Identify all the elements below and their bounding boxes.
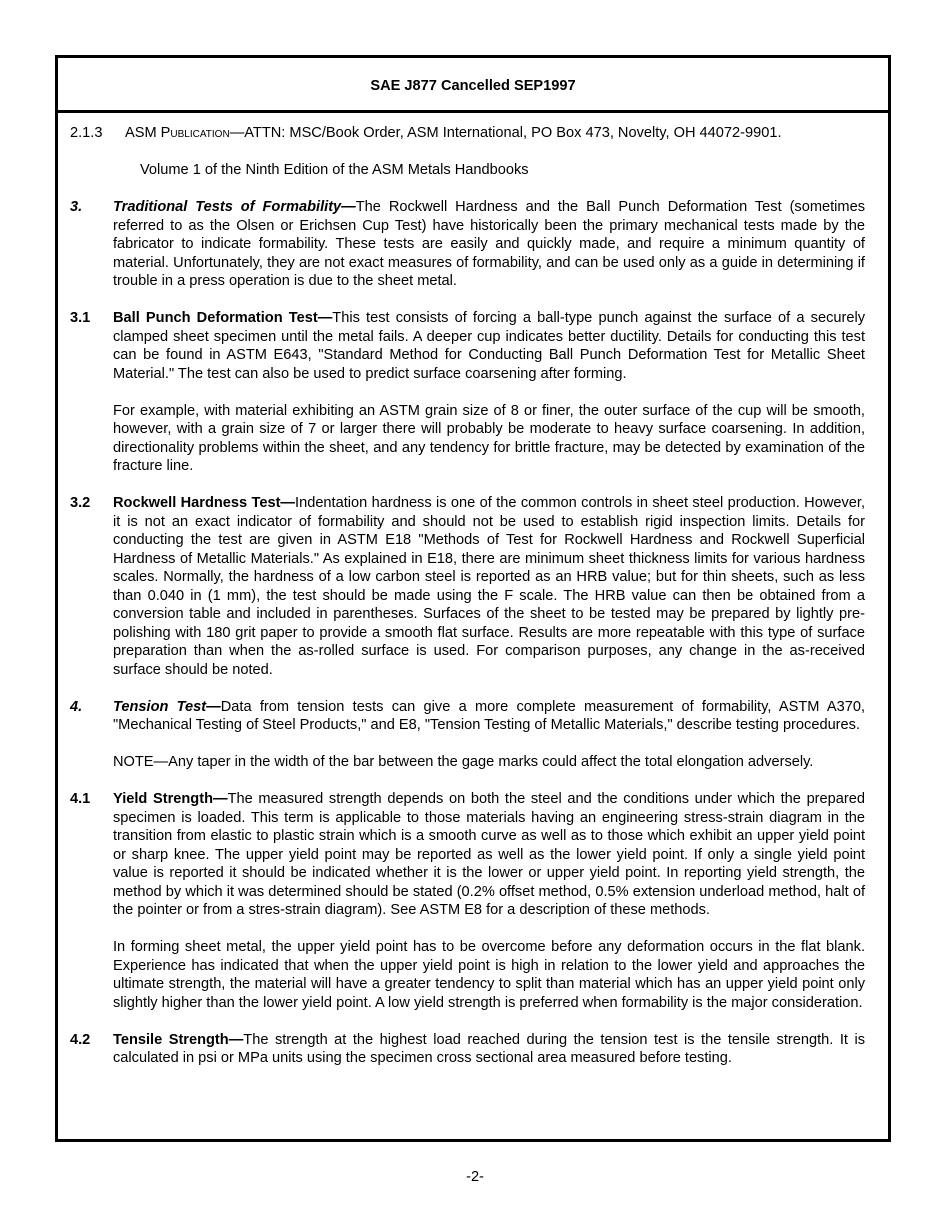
publication-number: 2.1.3 bbox=[70, 125, 103, 141]
section-4-note: NOTE—Any taper in the width of the bar between the gage marks could affect the total elongation adversely. bbox=[113, 754, 814, 770]
section-text: The Rockwell Hardness and the Ball Punch Deformation Test (sometimes referred to as the Olsen or Erichsen Cup Test) have historically been the primary mechanical tests made by the fabricator to indicate formability. These tests are easily and quickly made, and require a minimum quantity of material. Unfortunately, they are not exact measures of formability, and can be used only as a guide in determining if trouble in a press operation is due to the sheet metal. bbox=[113, 199, 865, 289]
publication-volume: Volume 1 of the Ninth Edition of the ASM Metals Handbooks bbox=[140, 162, 529, 178]
section-3-2 bbox=[70, 494, 865, 679]
section-heading: Ball Punch Deformation Test— bbox=[113, 310, 333, 326]
section-3-1 bbox=[70, 309, 865, 383]
section-number: 3.1 bbox=[70, 310, 91, 326]
publication-text: —ATTN: MSC/Book Order, ASM International, PO Box 473, Novelty, OH 44072-9901. bbox=[229, 125, 782, 141]
publication-name: ASM Publication bbox=[125, 125, 230, 141]
section-text: This test consists of forcing a ball-type punch against the surface of a securely clamped sheet specimen until the metal fails. A deeper cup indicates better ductility. Details for conducting this test can be found in ASTM E643, "Standard Method for Conducting Ball Punch Deformation Test for Metallic Sheet Material." The test can also be used to predict surface coarsening after forming. bbox=[113, 310, 865, 382]
section-number: 4. bbox=[70, 698, 83, 715]
section-4-2 bbox=[70, 1031, 865, 1068]
section-number: 4.1 bbox=[70, 791, 91, 807]
section-heading: Tension Test— bbox=[113, 698, 221, 715]
section-number: 3.2 bbox=[70, 495, 91, 511]
document-body bbox=[70, 124, 865, 1086]
section-text: Indentation hardness is one of the common controls in sheet steel production. However, it is not an exact indicator of formability and should not be used to establish rigid inspection limits. Details for conducting the test are given in ASTM E18 "Methods of Test for Rockwell Hardness and Rockwell Superficial Hardness of Metallic Materials." As explained in E18, there are minimum sheet thickness limits for various hardness scales. Normally, the hardness of a low carbon steel is reported as an HRB value; but for thin sheets, such as less than 0.040 in (1 mm), the test should be made using the F scale. The HRB value can then be obtained from a conversion table and included in parentheses. Surfaces of the sheet to be tested may be prepared by lightly pre-polishing with 180 grit paper to provide a smooth flat surface. Results are more repeatable with this type of surface preparation than when the as-rolled surface is used. For comparison purposes, any change in the as-received surface should be noted. bbox=[113, 495, 865, 678]
section-text: Data from tension tests can give a more complete measurement of formability, ASTM A370, "Mechanical Testing of Steel Products," and E8, "Tension Testing of Metallic Materials," describe testing procedures. bbox=[113, 698, 865, 733]
section-number: 3. bbox=[70, 199, 83, 215]
section-4-1-paragraph-2: In forming sheet metal, the upper yield point has to be overcome before any deformation occurs in the flat blank. Experience has indicated that when the upper yield point is high in relation to the lower yield and approaches the ultimate strength, the material will have a greater tendency to split than material which has an upper yield point only slightly higher than the lower yield point. A low yield strength is preferred when formability is the major consideration. bbox=[113, 939, 865, 1011]
section-text: The measured strength depends on both the steel and the conditions under which the prepared specimen is loaded. This term is applicable to those materials having an engineering stress-strain diagram in the transition from elastic to plastic strain which is a smooth curve as well as to those which exhibit an upper yield point or sharp knee. The upper yield point may be reported as well as the lower yield point. If only a single yield point value is reported it should be indicated whether it is the lower or upper yield point. In reporting yield strength, the method by which it was determined should be stated (0.2% offset method, 0.5% extension underload method, halt of the pointer or from a stres-strain diagram). See ASTM E8 for a description of these methods. bbox=[113, 791, 865, 918]
section-heading: Rockwell Hardness Test— bbox=[113, 495, 296, 511]
section-heading: Yield Strength— bbox=[113, 791, 228, 807]
publication-reference bbox=[70, 124, 865, 143]
section-4 bbox=[70, 698, 865, 735]
document-title: SAE J877 Cancelled SEP1997 bbox=[370, 77, 576, 94]
page-frame bbox=[55, 55, 891, 1142]
section-heading: Traditional Tests of Formability— bbox=[113, 199, 356, 215]
section-4-1 bbox=[70, 790, 865, 920]
section-number: 4.2 bbox=[70, 1031, 91, 1048]
page-number: -2- bbox=[466, 1169, 484, 1185]
section-text: The strength at the highest load reached during the tension test is the tensile strength. It is calculated in psi or MPa units using the specimen cross sectional area measured before testing. bbox=[113, 1031, 865, 1066]
section-heading: Tensile Strength— bbox=[113, 1031, 244, 1048]
section-3 bbox=[70, 198, 865, 291]
document-header bbox=[58, 58, 888, 113]
section-3-1-paragraph-2: For example, with material exhibiting an ASTM grain size of 8 or finer, the outer surface of the cup will be smooth, however, with a grain size of 7 or larger there will probably be moderate to heavy surface coarsening. In addition, directionality problems within the sheet, and any tendency for brittle fracture, may be detected by examination of the fracture line. bbox=[113, 402, 865, 474]
